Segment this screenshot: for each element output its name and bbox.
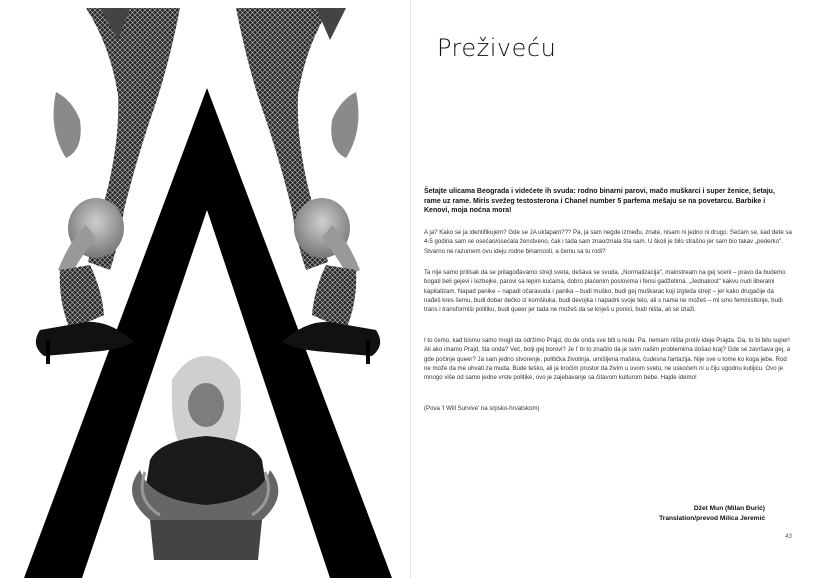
page-number: 43: [785, 534, 792, 540]
article-title: Preživeću: [437, 34, 557, 62]
translator-credit: Translation/prevod Milica Jeremić: [659, 515, 765, 522]
article-paragraph: Ta nije samo pritisak da se prilagođavamo strejt sveta, dešava se svuda. „Normalizacija", mainstream na gej sceni – pravo da budemo bogati beli gejevi i lezbejke, parovi sa lepim kućama, dobro plaćenim poslovima i fensi gadžetima. „Jednakost" kakvu nudi liberalni kapitalizam. Napad panike – napadi očaravuda i panika – budi muško, budi gej muškarac koji izgleda strejt – jer kako drugačije da nađeš kres šemu, budi dobar dečko iz komšiluka, budi devojka i napadni svoje telo, ali s nama ne možeš – mi smo feministkinje, budi trans i transformiši politiku, budi queer jer tada ne možeš da se kriješ u ponici, budi ništa, ali se izlaži.: [424, 269, 786, 314]
author-credit: Džet Mun (Milan Đurić): [693, 505, 765, 512]
article-footnote: (Pova 'I Will Survive' na srpsko-hrvatskom): [424, 405, 540, 412]
article-lead-paragraph: Šetajte ulicama Beograda i videćete ih svuda: rodno binarni parovi, mačo muškarci i super ženice, šetaju, rame uz rame. Miris svežeg testosterona i Chanel number 5 parfema mešaju se na povetarcu. Barbike i Kenovi, moja noćna mora!: [424, 188, 775, 215]
article-paragraph: A ja? Kako se ja identifikujem? Gde se JA uklapam??? Pa, ja sam negde između, znate, nisam ni jedno ni drugo. Sećam se, kad dete sa 4-5 godina sam se osećao/osećala ženstveno, čak i tada sam znao/znala šta sam. U školi je bilo strašno jer sam bio takav „pederko". Stvarno ne razumem ovu ideju rodne binarnosti, a čemu sa tu rodi?: [424, 229, 792, 255]
performer-photo: [132, 356, 278, 560]
article-paragraph: I to ćemo, kad bismo samo mogli da održimo Prajd, do de onda sve biti u redu. Pa, nemam ništa protiv ideje Prajda. Da, to bi bilo super! Ali ako imamo Prajd, šta onda? Već, bolji gej borovi? Je l' bi to značilo da je svim našim problemima došao kraj? Gde se završava gej, a gde počinje queer? Ja sam jedno stvorenje, politička životinja, umišljena mašina, čudesna fantazija. Nije sve u tome ko koga jebe. Rod ne može da me uhvati za muda. Bude teško, ali ja kročim prostor da živim u ovom svetu, ne uskoćem ni u čiju ugodnu kutijicu. Ovo je mnogo više od samo jedne vrste politike, ovo je zajebavanje sa čitavom kulturom bebe. Hajde idemo!: [424, 337, 790, 382]
